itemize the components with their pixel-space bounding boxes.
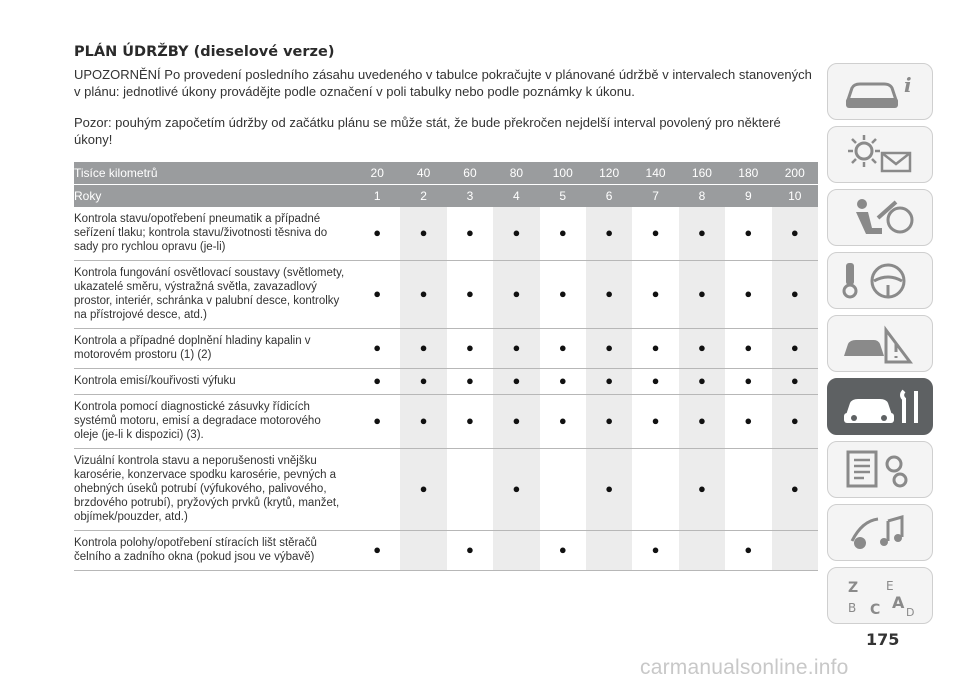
interval-cell: ● bbox=[679, 207, 725, 261]
interval-cell: ● bbox=[725, 531, 771, 571]
row-description: Kontrola stavu/opotřebení pneumatik a případné seřízení tlaku; kontrola stavu/životnosti těsniva do sady pro rychlou opravu (je-li) bbox=[74, 207, 354, 261]
chapter-tab[interactable] bbox=[827, 315, 933, 372]
km-header-cell: 200 bbox=[772, 162, 818, 185]
years-header-cell: 1 bbox=[354, 185, 400, 208]
interval-cell: ● bbox=[772, 449, 818, 531]
svg-text:i: i bbox=[904, 73, 912, 97]
interval-cell: ● bbox=[632, 369, 678, 395]
km-header-cell: 60 bbox=[447, 162, 493, 185]
km-header-cell: 40 bbox=[400, 162, 446, 185]
interval-cell: ● bbox=[586, 449, 632, 531]
page-number: 175 bbox=[866, 630, 900, 649]
interval-cell: ● bbox=[400, 261, 446, 329]
years-header-cell: 7 bbox=[632, 185, 678, 208]
km-header-cell: 20 bbox=[354, 162, 400, 185]
interval-cell: ● bbox=[679, 449, 725, 531]
interval-cell: ● bbox=[632, 207, 678, 261]
interval-cell bbox=[725, 449, 771, 531]
interval-cell: ● bbox=[354, 207, 400, 261]
interval-cell bbox=[493, 531, 539, 571]
years-header-cell: 9 bbox=[725, 185, 771, 208]
interval-cell: ● bbox=[725, 261, 771, 329]
interval-cell: ● bbox=[354, 531, 400, 571]
table-row bbox=[74, 369, 818, 395]
chapter-tab[interactable] bbox=[827, 378, 933, 435]
km-header-cell: 180 bbox=[725, 162, 771, 185]
interval-cell: ● bbox=[354, 369, 400, 395]
km-header-cell: 80 bbox=[493, 162, 539, 185]
row-description: Kontrola fungování osvětlovací soustavy (světlomety, ukazatelé směru, výstražná světla, zavazadlový prostor, interiér, schránka v palubní desce, kontrolky na přístrojové desce, atd.) bbox=[74, 261, 354, 329]
km-header-cell: 140 bbox=[632, 162, 678, 185]
interval-cell: ● bbox=[447, 531, 493, 571]
interval-cell: ● bbox=[493, 261, 539, 329]
interval-cell: ● bbox=[772, 395, 818, 449]
interval-cell: ● bbox=[772, 369, 818, 395]
interval-cell: ● bbox=[540, 261, 586, 329]
interval-cell: ● bbox=[632, 329, 678, 369]
interval-cell: ● bbox=[400, 369, 446, 395]
chapter-tab[interactable] bbox=[827, 504, 933, 561]
interval-cell: ● bbox=[586, 369, 632, 395]
interval-cell: ● bbox=[400, 395, 446, 449]
row-description: Vizuální kontrola stavu a neporušenosti vnějšku karosérie, konzervace spodku karosérie, pevných a ohebných úseků potrubí (výfukového, palivového, brzdového potrubí), pryžových prvků (krytů, manžet, objímek/pouzder, atd.) bbox=[74, 449, 354, 531]
svg-text:Z: Z bbox=[848, 580, 859, 596]
warning-text: UPOZORNĚNÍ Po provedení posledního zásahu uvedeného v tabulce pokračujte v plánované údržbě v intervalech stanovených v plánu: jednotlivé úkony provádějte podle označení v poli tabulky nebo podle poznámky k úkonu. bbox=[74, 67, 812, 99]
interval-cell: ● bbox=[354, 395, 400, 449]
table-row bbox=[74, 449, 818, 531]
row-description: Kontrola a případné doplnění hladiny kapalin v motorovém prostoru (1) (2) bbox=[74, 329, 354, 369]
row-description: Kontrola polohy/opotřebení stíracích lišt stěračů čelního a zadního okna (pokud jsou ve výbavě) bbox=[74, 531, 354, 571]
km-header-cell: 120 bbox=[586, 162, 632, 185]
table-row bbox=[74, 531, 818, 571]
table-row bbox=[74, 395, 818, 449]
interval-cell: ● bbox=[540, 531, 586, 571]
interval-cell: ● bbox=[493, 395, 539, 449]
main-content bbox=[74, 44, 818, 571]
years-header-cell: 2 bbox=[400, 185, 446, 208]
svg-text:D: D bbox=[906, 606, 915, 618]
years-header-row bbox=[74, 185, 818, 208]
interval-cell: ● bbox=[447, 395, 493, 449]
interval-cell: ● bbox=[725, 369, 771, 395]
maintenance-table bbox=[74, 162, 818, 571]
interval-cell bbox=[354, 449, 400, 531]
km-label: Tisíce kilometrů bbox=[74, 162, 354, 185]
interval-cell: ● bbox=[493, 369, 539, 395]
interval-cell bbox=[447, 449, 493, 531]
interval-cell: ● bbox=[679, 261, 725, 329]
interval-cell bbox=[586, 531, 632, 571]
interval-cell: ● bbox=[586, 261, 632, 329]
interval-cell: ● bbox=[725, 395, 771, 449]
watermark: carmanualsonline.info bbox=[640, 656, 849, 679]
chapter-tab[interactable] bbox=[827, 189, 933, 246]
interval-cell bbox=[679, 531, 725, 571]
interval-cell: ● bbox=[679, 329, 725, 369]
interval-cell: ● bbox=[632, 531, 678, 571]
interval-cell: ● bbox=[540, 369, 586, 395]
chapter-tab[interactable] bbox=[827, 252, 933, 309]
table-row bbox=[74, 329, 818, 369]
interval-cell: ● bbox=[447, 207, 493, 261]
km-header-cell: 100 bbox=[540, 162, 586, 185]
svg-text:A: A bbox=[892, 593, 905, 612]
interval-cell: ● bbox=[725, 329, 771, 369]
interval-cell: ● bbox=[447, 329, 493, 369]
row-description: Kontrola emisí/kouřivosti výfuku bbox=[74, 369, 354, 395]
page-title: PLÁN ÚDRŽBY (dieselové verze) bbox=[74, 44, 335, 60]
svg-text:C: C bbox=[870, 602, 881, 618]
km-header-cell: 160 bbox=[679, 162, 725, 185]
years-header-cell: 5 bbox=[540, 185, 586, 208]
interval-cell: ● bbox=[493, 449, 539, 531]
table-row bbox=[74, 207, 818, 261]
km-header-row bbox=[74, 162, 818, 185]
interval-cell: ● bbox=[772, 329, 818, 369]
chapter-tab[interactable] bbox=[827, 441, 933, 498]
interval-cell: ● bbox=[772, 261, 818, 329]
years-header-cell: 4 bbox=[493, 185, 539, 208]
interval-cell: ● bbox=[447, 261, 493, 329]
chapter-sidebar bbox=[827, 63, 933, 630]
interval-cell: ● bbox=[632, 395, 678, 449]
interval-cell: ● bbox=[540, 207, 586, 261]
interval-cell: ● bbox=[679, 395, 725, 449]
years-header-cell: 10 bbox=[772, 185, 818, 208]
interval-cell bbox=[400, 531, 446, 571]
row-description: Kontrola pomocí diagnostické zásuvky řídicích systémů motoru, emisí a degradace motorového oleje (je-li k dispozici) (3). bbox=[74, 395, 354, 449]
interval-cell: ● bbox=[586, 329, 632, 369]
interval-cell: ● bbox=[540, 329, 586, 369]
chapter-tab[interactable] bbox=[827, 567, 933, 624]
years-label: Roky bbox=[74, 185, 354, 208]
interval-cell: ● bbox=[586, 207, 632, 261]
years-header-cell: 6 bbox=[586, 185, 632, 208]
svg-text:B: B bbox=[848, 601, 857, 615]
interval-cell: ● bbox=[447, 369, 493, 395]
years-header-cell: 8 bbox=[679, 185, 725, 208]
interval-cell: ● bbox=[493, 329, 539, 369]
interval-cell: ● bbox=[632, 261, 678, 329]
table-row bbox=[74, 261, 818, 329]
interval-cell bbox=[772, 531, 818, 571]
interval-cell: ● bbox=[400, 449, 446, 531]
years-header-cell: 3 bbox=[447, 185, 493, 208]
interval-cell bbox=[632, 449, 678, 531]
interval-cell: ● bbox=[540, 395, 586, 449]
interval-cell: ● bbox=[725, 207, 771, 261]
interval-cell bbox=[540, 449, 586, 531]
interval-cell: ● bbox=[400, 329, 446, 369]
table-body bbox=[74, 207, 818, 571]
note-text: Pozor: pouhým započetím údržby od začátku plánu se může stát, že bude překročen nejdelší interval povolený pro některé úkony! bbox=[74, 115, 781, 147]
interval-cell: ● bbox=[493, 207, 539, 261]
interval-cell: ● bbox=[354, 329, 400, 369]
svg-text:E: E bbox=[886, 579, 894, 593]
chapter-tab[interactable] bbox=[827, 126, 933, 183]
chapter-tab[interactable] bbox=[827, 63, 933, 120]
interval-cell: ● bbox=[354, 261, 400, 329]
interval-cell: ● bbox=[679, 369, 725, 395]
interval-cell: ● bbox=[400, 207, 446, 261]
interval-cell: ● bbox=[586, 395, 632, 449]
interval-cell: ● bbox=[772, 207, 818, 261]
